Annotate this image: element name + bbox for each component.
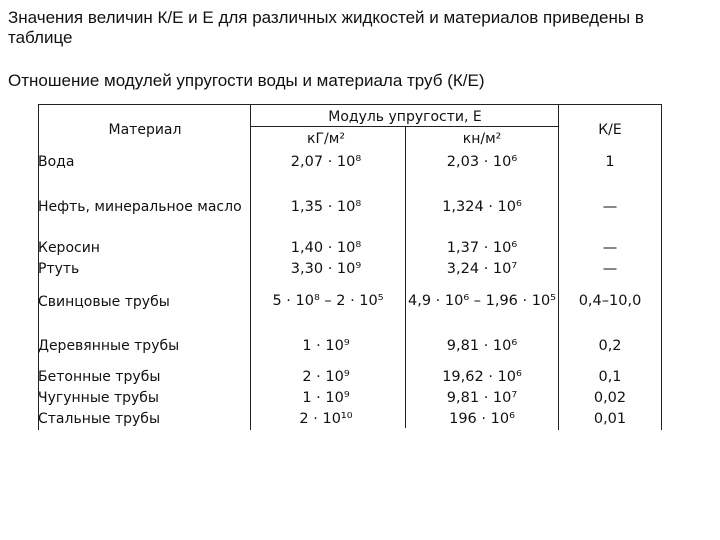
row-e-kn: 9,81 · 10⁶ <box>446 338 518 354</box>
row-ratio: — <box>602 240 618 256</box>
row-name: Бетонные трубы <box>38 369 161 385</box>
header-modulus: Модуль упругости, Е <box>328 109 482 125</box>
row-e-kn: 196 · 10⁶ <box>449 411 515 427</box>
row-e-kg: 1 · 10⁹ <box>302 338 350 354</box>
table-border-right <box>661 104 662 430</box>
row-e-kn: 1,324 · 10⁶ <box>442 199 522 215</box>
row-e-kg: 2 · 10⁹ <box>302 369 350 385</box>
row-ratio: — <box>602 261 618 277</box>
row-e-kn: 3,24 · 10⁷ <box>446 261 518 277</box>
row-name: Свинцовые трубы <box>38 294 170 310</box>
intro-text: Значения величин К/Е и Е для различных жидкостей и материалов приведены в таблице <box>8 8 644 47</box>
row-name: Чугунные трубы <box>38 390 159 406</box>
column-divider-2 <box>405 126 406 428</box>
row-name: Керосин <box>38 240 100 256</box>
row-name: Вода <box>38 154 75 170</box>
row-ratio: 0,1 <box>598 369 622 385</box>
header-divider <box>250 126 559 127</box>
row-e-kn: 2,03 · 10⁶ <box>446 154 518 170</box>
row-e-kn: 1,37 · 10⁶ <box>446 240 518 256</box>
column-divider-1 <box>250 104 251 430</box>
header-unit-kg: кГ/м² <box>307 131 345 147</box>
row-ratio: 1 <box>605 154 615 170</box>
row-e-kg: 2 · 10¹⁰ <box>299 411 353 427</box>
header-material: Материал <box>108 122 182 138</box>
table-caption: Отношение модулей упругости воды и материала труб (К/Е) <box>8 71 485 90</box>
row-e-kn: 9,81 · 10⁷ <box>446 390 518 406</box>
row-ratio: 0,4–10,0 <box>578 293 642 309</box>
row-e-kn: 4,9 · 10⁶ – 1,96 · 10⁵ <box>408 293 556 309</box>
row-e-kn: 19,62 · 10⁶ <box>442 369 522 385</box>
row-name: Деревянные трубы <box>38 338 180 354</box>
row-e-kg: 1 · 10⁹ <box>302 390 350 406</box>
row-e-kg: 3,30 · 10⁹ <box>290 261 362 277</box>
row-ratio: 0,2 <box>598 338 622 354</box>
row-e-kg: 1,35 · 10⁸ <box>290 199 362 215</box>
row-name: Стальные трубы <box>38 411 160 427</box>
row-e-kg: 5 · 10⁸ – 2 · 10⁵ <box>272 293 384 309</box>
row-ratio: 0,02 <box>593 390 627 406</box>
row-ratio: 0,01 <box>593 411 627 427</box>
header-unit-kn: кн/м² <box>462 131 502 147</box>
column-divider-3 <box>558 104 559 430</box>
row-e-kg: 1,40 · 10⁸ <box>290 240 362 256</box>
row-name: Ртуть <box>38 261 80 277</box>
row-ratio: — <box>602 199 618 215</box>
table-border-top <box>38 104 662 105</box>
row-e-kg: 2,07 · 10⁸ <box>290 154 362 170</box>
header-ratio: К/Е <box>598 122 622 138</box>
row-name: Нефть, минеральное масло <box>38 199 242 215</box>
